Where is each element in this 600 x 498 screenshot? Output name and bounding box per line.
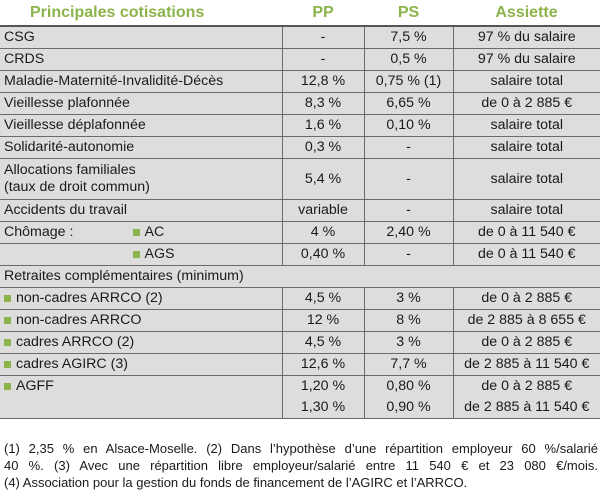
row-label: Vieillesse déplafonnée (0, 115, 282, 137)
row-ps: 0,5 % (364, 49, 453, 71)
row-label (0, 332, 282, 354)
row-label (0, 310, 282, 332)
row-ps: 8 % (364, 310, 453, 332)
table-row-section (0, 266, 600, 288)
row-label (0, 354, 282, 376)
row-base: de 0 à 11 540 € (453, 244, 600, 266)
section-label: Retraites complémentaires (minimum) (0, 266, 600, 288)
row-pp: 8,3 % (282, 93, 364, 115)
table-row (0, 332, 600, 354)
row-ps: 3 % (364, 288, 453, 310)
table-row (0, 288, 600, 310)
row-pp: variable (282, 200, 364, 222)
row-base: de 0 à 2 885 € (453, 288, 600, 310)
row-base: salaire total (453, 200, 600, 222)
square-bullet-icon (133, 229, 140, 236)
table-row (0, 137, 600, 159)
square-bullet-icon (133, 251, 140, 258)
row-label-text: cadres ARRCO (2) (16, 334, 135, 350)
row-label: CSG (0, 26, 282, 49)
row-label-text: non-cadres ARRCO (2) (16, 290, 163, 306)
row-base: salaire total (453, 137, 600, 159)
header-label: Principales cotisations (0, 0, 282, 26)
row-label-main: Chômage : (4, 224, 74, 240)
footnote-line: (1) 2,35 % en Alsace-Moselle. (2) Dans l’hypothèse d’une répartition employeur 60 %/salarié (4, 441, 598, 456)
row-ps: - (364, 137, 453, 159)
table-row (0, 71, 600, 93)
row-ps: 0,80 % (364, 376, 453, 398)
header-assiette: Assiette (453, 0, 600, 26)
header-ps: PS (364, 0, 453, 26)
footnote-line: 40 %. (3) Avec une répartition libre employeur/salarié entre 11 540 € et 23 080 €/mois. (4, 458, 598, 473)
row-label (0, 288, 282, 310)
row-label (0, 222, 282, 244)
row-label (0, 244, 282, 266)
row-base: de 0 à 11 540 € (453, 222, 600, 244)
header-pp: PP (282, 0, 364, 26)
square-bullet-icon (4, 339, 11, 346)
table-row (0, 397, 600, 419)
table-row (0, 222, 600, 244)
row-ps: 0,75 % (1) (364, 71, 453, 93)
table-row (0, 310, 600, 332)
row-ps: - (364, 159, 453, 200)
row-base: de 0 à 2 885 € (453, 332, 600, 354)
row-label-text: cadres AGIRC (3) (16, 356, 128, 372)
row-pp: 0,3 % (282, 137, 364, 159)
row-label-text: AGFF (16, 378, 54, 394)
row-base: 97 % du salaire (453, 26, 600, 49)
row-sublabel: AGS (144, 246, 175, 262)
square-bullet-icon (4, 383, 11, 390)
row-label: CRDS (0, 49, 282, 71)
table-row (0, 115, 600, 137)
square-bullet-icon (4, 317, 11, 324)
row-label: Accidents du travail (0, 200, 282, 222)
row-pp: 0,40 % (282, 244, 364, 266)
row-ps: - (364, 244, 453, 266)
row-pp: 12 % (282, 310, 364, 332)
row-ps: 0,90 % (364, 397, 453, 419)
row-base: 97 % du salaire (453, 49, 600, 71)
row-label (0, 397, 282, 419)
row-pp: 12,8 % (282, 71, 364, 93)
row-ps: 3 % (364, 332, 453, 354)
row-pp: 5,4 % (282, 159, 364, 200)
table-row (0, 354, 600, 376)
row-base: de 2 885 à 8 655 € (453, 310, 600, 332)
table-row (0, 26, 600, 49)
row-ps: 0,10 % (364, 115, 453, 137)
row-base: salaire total (453, 159, 600, 200)
row-base: de 2 885 à 11 540 € (453, 354, 600, 376)
row-pp: 4,5 % (282, 288, 364, 310)
table-header-row (0, 0, 600, 26)
table-row (0, 200, 600, 222)
row-label: Maladie-Maternité-Invalidité-Décès (0, 71, 282, 93)
row-base: de 0 à 2 885 € (453, 376, 600, 398)
footnote-line: (4) Association pour la gestion du fonds de financement de l’AGIRC et l’ARRCO. (4, 475, 468, 490)
square-bullet-icon (4, 361, 11, 368)
row-label-text: non-cadres ARRCO (16, 312, 142, 328)
row-label: Solidarité-autonomie (0, 137, 282, 159)
row-label-line2: (taux de droit commun) (4, 179, 150, 195)
row-base: de 2 885 à 11 540 € (453, 397, 600, 419)
row-label (0, 159, 282, 200)
row-pp: 4,5 % (282, 332, 364, 354)
row-pp: 1,30 % (282, 397, 364, 419)
row-ps: 7,5 % (364, 26, 453, 49)
row-base: salaire total (453, 115, 600, 137)
row-pp: 1,6 % (282, 115, 364, 137)
row-label: Vieillesse plafonnée (0, 93, 282, 115)
row-sublabel: AC (144, 224, 165, 240)
table-row (0, 49, 600, 71)
table-row (0, 93, 600, 115)
square-bullet-icon (4, 295, 11, 302)
row-label-line1: Allocations familiales (4, 162, 136, 178)
row-base: de 0 à 2 885 € (453, 93, 600, 115)
row-ps: 2,40 % (364, 222, 453, 244)
row-pp: - (282, 49, 364, 71)
row-pp: 4 % (282, 222, 364, 244)
footnotes (4, 440, 598, 491)
table-row (0, 159, 600, 200)
row-pp: - (282, 26, 364, 49)
row-pp: 1,20 % (282, 376, 364, 398)
row-pp: 12,6 % (282, 354, 364, 376)
row-ps: - (364, 200, 453, 222)
row-ps: 6,65 % (364, 93, 453, 115)
row-ps: 7,7 % (364, 354, 453, 376)
table-row (0, 376, 600, 398)
row-base: salaire total (453, 71, 600, 93)
table-row (0, 244, 600, 266)
row-label (0, 376, 282, 398)
